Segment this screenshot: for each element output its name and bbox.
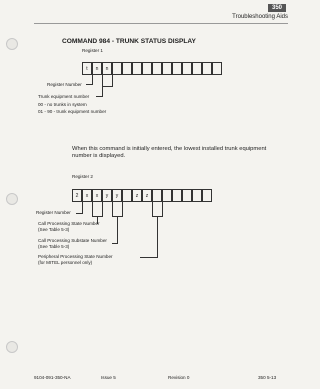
register1-cell (122, 62, 132, 75)
register2-peripheral-note: (for MITEL personnel only) (38, 260, 93, 265)
register2-substate: Call Processing Substate Number (38, 238, 107, 243)
footer-doc-number: 9104-091-350-NA (34, 375, 71, 380)
register2-cell: x (92, 189, 102, 202)
register2-call-state: Call Processing State Number (38, 221, 100, 226)
header-rule (34, 23, 288, 24)
register2-cell (162, 189, 172, 202)
register2-cell (182, 189, 192, 202)
register1-cell: n (102, 62, 112, 75)
register1-cell (152, 62, 162, 75)
register1-register-number-tick (86, 84, 93, 85)
register2-cell (172, 189, 182, 202)
register1-cell (192, 62, 202, 75)
register2-yy-bracket-left (112, 202, 113, 216)
register2-cell (122, 189, 132, 202)
register2-cell: z (142, 189, 152, 202)
register2-substate-ref: (See Table 5-3) (38, 244, 70, 249)
register2-cell: y (102, 189, 112, 202)
register2-cell: 2 (72, 189, 82, 202)
register1-label: Register 1 (82, 48, 103, 53)
footer-issue: Issue 5 (101, 375, 116, 380)
register2-xx-bracket-right (102, 202, 103, 216)
footer-revision: Revision 0 (168, 375, 190, 380)
register2-register-number-tick (76, 213, 83, 214)
register1-cell (112, 62, 122, 75)
register1-register-number: Register Number (47, 82, 82, 87)
register2-zz-tick (140, 257, 158, 258)
register1-cell (132, 62, 142, 75)
binder-hole-bottom (6, 341, 18, 353)
footer-page: 350 5-13 (258, 375, 277, 380)
register2-register-number: Register Number (36, 210, 71, 215)
register2-zz-leader (157, 216, 158, 258)
register1-code-range: 01 - 90 - trunk equipment number (38, 109, 107, 114)
register2-zz-bracket-left (152, 202, 153, 216)
command-title: COMMAND 984 - TRUNK STATUS DISPLAY (62, 38, 196, 45)
register2-yy-leader (117, 216, 118, 244)
register2-zz-bracket-right (162, 202, 163, 216)
register2-peripheral: Peripheral Processing State Number (38, 254, 113, 259)
register2-cell (192, 189, 202, 202)
description-paragraph: When this command is initially entered, the lowest installed trunk equipment number is displayed. (72, 146, 267, 160)
section-badge: 350 (268, 4, 286, 12)
binder-hole-middle (6, 193, 18, 205)
register1-cell (212, 62, 222, 75)
register1-cell (202, 62, 212, 75)
register2-cell (202, 189, 212, 202)
section-title: Troubleshooting Aids (232, 14, 288, 20)
register2-call-state-ref: (See Table 5-3) (38, 227, 70, 232)
register2-cell (152, 189, 162, 202)
register1-trunk-equipment-number: Trunk equipment number (38, 94, 90, 99)
register1-cell (182, 62, 192, 75)
register2-yy-bracket-right (122, 202, 123, 216)
register2-cell: z (132, 189, 142, 202)
register1-cell: t (82, 62, 92, 75)
register1-code-none: 00 - no trunks in system (38, 102, 87, 107)
register1-trunk-bracket-bottom (102, 86, 113, 87)
register1-cell (142, 62, 152, 75)
register1-cell: n (92, 62, 102, 75)
register1-cell (172, 62, 182, 75)
register2-cell: y (112, 189, 122, 202)
register2-xx-bracket-left (92, 202, 93, 216)
register2-cell: x (82, 189, 92, 202)
register1-cell (162, 62, 172, 75)
register2-yy-tick (112, 243, 118, 244)
binder-hole-top (6, 38, 18, 50)
register2-label: Register 2 (72, 174, 93, 179)
register1-trunk-tick (96, 96, 103, 97)
